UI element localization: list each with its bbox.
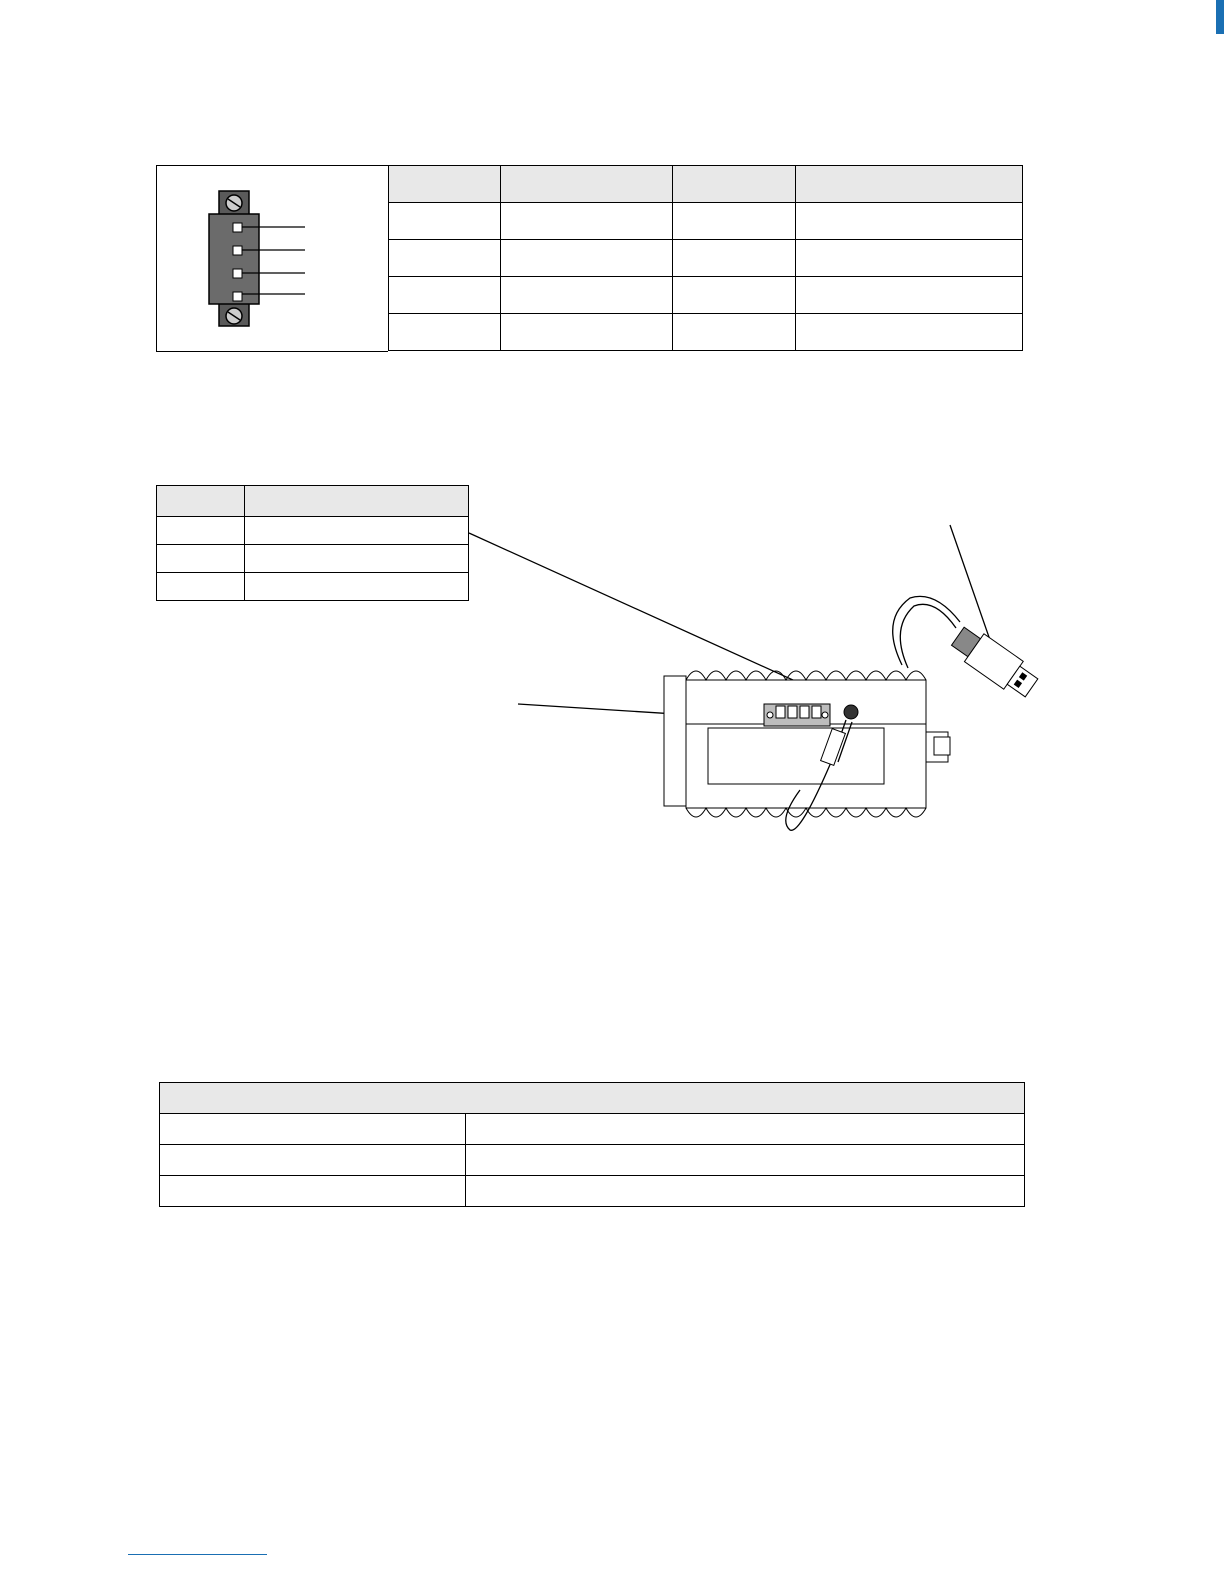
table-cell xyxy=(466,1145,1025,1176)
table-cell xyxy=(160,1176,466,1207)
table-row xyxy=(160,1176,1025,1207)
jack-port xyxy=(844,705,858,719)
footer-link-underline xyxy=(128,1554,267,1555)
table-row xyxy=(160,1114,1025,1145)
table-header-cell xyxy=(160,1083,1025,1114)
leader-line xyxy=(469,533,848,705)
info-table xyxy=(159,1082,1025,1207)
table-header-row xyxy=(160,1083,1025,1114)
usb-plug-icon xyxy=(948,622,1041,701)
table-cell xyxy=(466,1176,1025,1207)
table-cell xyxy=(160,1145,466,1176)
leader-line xyxy=(950,525,990,640)
table-cell xyxy=(466,1114,1025,1145)
table-cell xyxy=(160,1114,466,1145)
table-row xyxy=(160,1145,1025,1176)
